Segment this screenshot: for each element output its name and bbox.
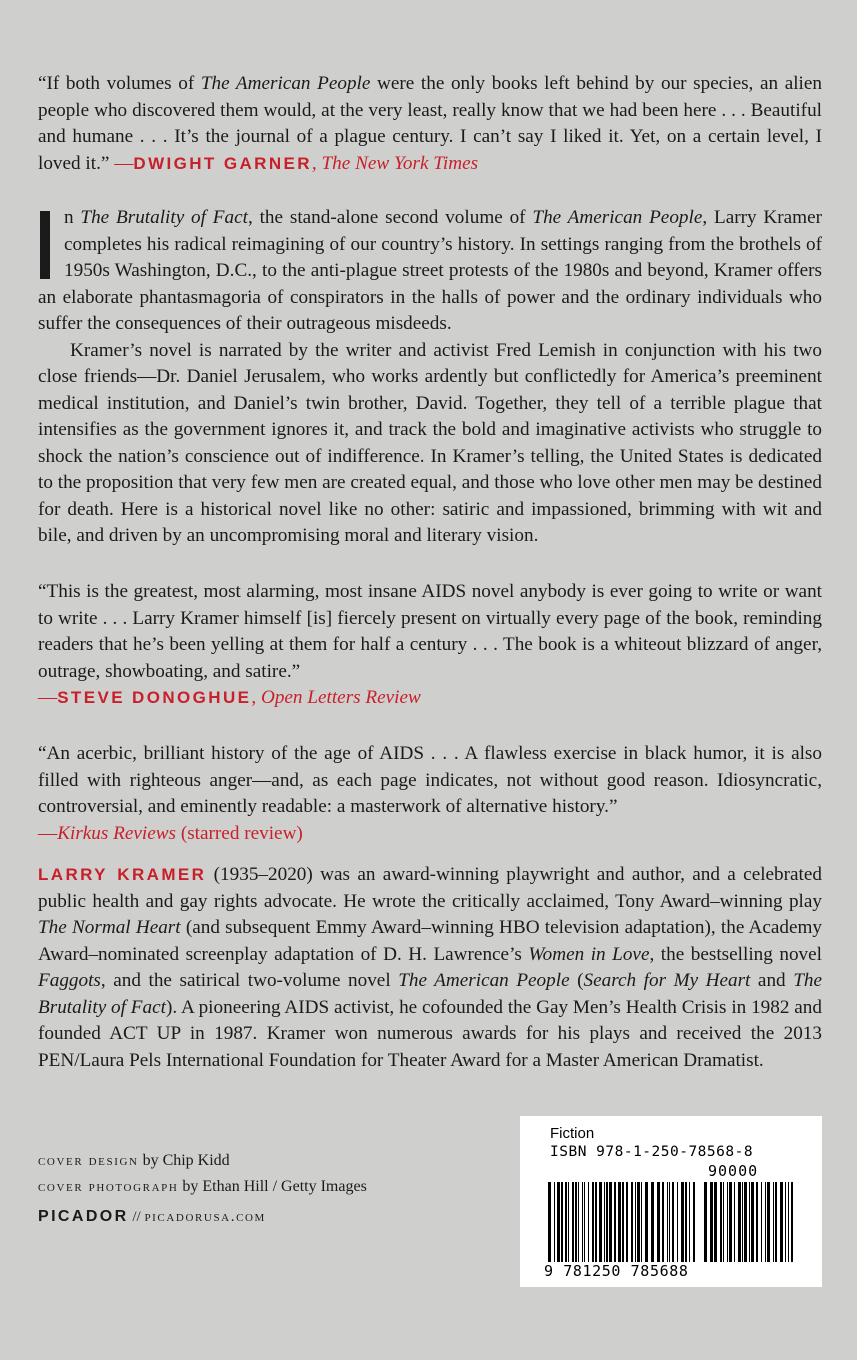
quote-kirkus	[38, 741, 822, 847]
barcode-bar	[604, 1182, 605, 1262]
bio-title-normal-heart: The Normal Heart	[38, 917, 181, 938]
barcode-bar	[609, 1182, 612, 1262]
cover-photo-name: by Ethan Hill / Getty Images	[178, 1178, 367, 1195]
barcode-bar	[788, 1182, 789, 1262]
desc-p1-c: , Larry Kramer completes his radical reimagining of our country’s history. In settings ranging from the brothels of 1950s Washington, D.C., to the anti-plague street protests of the 1980s and beyond, Kramer offers an elaborate phantasmagoria of conspirators in the halls of power and the ordinary individuals who suffer the consequences of their outrageous misdeeds.	[38, 207, 823, 334]
barcode-bar	[561, 1182, 563, 1262]
bio-text-d: , and the satirical two-volume novel	[100, 970, 399, 991]
desc-p1-b: , the stand-alone second volume of	[247, 207, 533, 228]
barcode-bar	[584, 1182, 585, 1262]
barcode-bar	[595, 1182, 597, 1262]
barcode-bar	[727, 1182, 728, 1262]
quote3-attribution	[38, 821, 822, 848]
publisher-separator: //	[128, 1209, 145, 1225]
barcode-bar	[635, 1182, 636, 1262]
barcode-category: Fiction	[550, 1125, 595, 1142]
cover-design-credit	[38, 1148, 498, 1174]
bio-title-faggots: Faggots	[38, 970, 101, 991]
quote3-source: Kirkus Reviews	[57, 822, 177, 844]
quote3-dash: —	[38, 822, 58, 844]
barcode-bar	[681, 1182, 684, 1262]
barcode-bar	[575, 1182, 577, 1262]
publisher-url: picadorusa.com	[144, 1209, 266, 1225]
barcode-bar	[657, 1182, 660, 1262]
bio-title-search-for-my-heart: Search for My Heart	[583, 970, 751, 991]
barcode-bar	[744, 1182, 747, 1262]
barcode-bar	[742, 1182, 743, 1262]
cover-design-label: cover design	[38, 1153, 139, 1169]
cover-credits	[38, 1148, 498, 1200]
barcode-bar	[592, 1182, 594, 1262]
quote2-attribution	[38, 685, 822, 712]
barcode-bar	[631, 1182, 633, 1262]
barcode-bar	[622, 1182, 624, 1262]
drop-cap-i	[40, 211, 50, 279]
barcode-bar	[637, 1182, 640, 1262]
barcode-bar	[572, 1182, 574, 1262]
barcode-bar	[588, 1182, 589, 1262]
barcode-bar	[565, 1182, 567, 1262]
barcode-bar	[599, 1182, 602, 1262]
desc-p1-a: n	[64, 207, 81, 228]
barcode-bar	[618, 1182, 621, 1262]
barcode-bar	[791, 1182, 793, 1262]
barcode-bar	[723, 1182, 724, 1262]
cover-photo-credit	[38, 1174, 498, 1200]
barcode-bar	[554, 1182, 555, 1262]
barcode-bar	[756, 1182, 758, 1262]
picador-logo: PICADOR	[38, 1208, 129, 1225]
bio-text-g: ). A pioneering AIDS activist, he cofounded the Gay Men’s Health Crisis in 1982 and founded ACT UP in 1987. Kramer won numerous awards for his plays and received the 2013 PEN/Laura Pels International Foundation for Theater Award for a Master American Dramatist.	[38, 996, 822, 1071]
quote2-text: “This is the greatest, most alarming, most insane AIDS novel anybody is ever going to write or want to write . . . Larry Kramer himself [is] fiercely present on virtually every page of the book, reminding readers that he’s been yelling at them for half a century . . . The book is a whiteout blizzard of anger, outrage, showboating, and satire.”	[38, 581, 822, 682]
barcode-bar	[689, 1182, 690, 1262]
barcode-bar	[729, 1182, 732, 1262]
quote1-text: were the only books left behind by our species, an alien people who discovered them would, at the very least, really know that we had been here . . . Beautiful and humane . . . It’s the journal of a plague century. I can’t say I liked it. Yet, on a certain level, I loved it.”	[38, 73, 822, 174]
quote2-author: STEVE DONOGHUE	[57, 688, 252, 707]
barcode-bar	[672, 1182, 674, 1262]
desc-title-american-people: The American People	[532, 207, 703, 228]
bio-author-name: LARRY KRAMER	[38, 865, 207, 884]
bio-title-women-in-love: Women in Love	[528, 943, 650, 965]
cover-photo-label: cover photograph	[38, 1179, 179, 1195]
bio-text-f: and	[750, 970, 794, 991]
barcode-bar	[749, 1182, 750, 1262]
quote3-text: “An acerbic, brilliant history of the age of AIDS . . . A flawless exercise in black humor, it is also filled with righteous anger—and, as each page indicates, not without good reason. Idiosyncratic, controversial, and eminently readable: a masterwork of alternative history.”	[38, 743, 822, 817]
barcode-price-code: 90000	[708, 1162, 759, 1180]
desc-title-brutality: The Brutality of Fact	[80, 207, 248, 228]
barcode-bar	[734, 1182, 735, 1262]
barcode-bar	[641, 1182, 642, 1262]
bio-text-c: , the bestselling novel	[649, 943, 822, 965]
quote1-dash: —	[109, 152, 134, 174]
barcode-bar	[645, 1182, 648, 1262]
barcode-bar	[557, 1182, 560, 1262]
quote3-note: (starred review)	[176, 822, 303, 844]
barcode-isbn: ISBN 978-1-250-78568-8	[550, 1144, 754, 1160]
barcode-bar	[669, 1182, 670, 1262]
barcode-bar	[667, 1182, 668, 1262]
barcode-bar	[626, 1182, 628, 1262]
quote-steve-donoghue	[38, 579, 822, 712]
ean-barcode-bars	[548, 1182, 698, 1262]
barcode-bar	[677, 1182, 678, 1262]
quote1-book-title: The American People	[200, 73, 371, 94]
price-barcode-bars	[704, 1182, 794, 1262]
bio-text-a: (1935–2020) was an award-winning playwright and author, and a celebrated public health and gay rights advocate. He wrote the critically acclaimed, Tony Award–winning play	[38, 864, 822, 912]
barcode-bar	[714, 1182, 717, 1262]
bio-title-american-people: The American People	[398, 970, 570, 991]
quote2-separator: ,	[251, 687, 261, 708]
barcode-bar	[751, 1182, 754, 1262]
barcode-bar	[568, 1182, 569, 1262]
barcode-bar	[785, 1182, 786, 1262]
barcode-bar	[693, 1182, 695, 1262]
barcode-bar	[710, 1182, 713, 1262]
bio-text-e: (	[569, 970, 584, 991]
barcode-bar	[614, 1182, 616, 1262]
quote2-source: Open Letters Review	[260, 687, 421, 708]
quote1-separator: ,	[311, 152, 322, 174]
bio-title-brutality-of-fact: The Brutality of Fact	[38, 970, 822, 1018]
bio-text-b: (and subsequent Emmy Award–winning HBO television adaptation), the Academy Award–nominated screenplay adaptation of D. H. Lawrence’s	[38, 917, 822, 965]
author-bio	[38, 862, 822, 1074]
barcode-bar	[780, 1182, 783, 1262]
cover-design-name: by Chip Kidd	[138, 1152, 230, 1169]
barcode-bar	[738, 1182, 741, 1262]
barcode-bar	[548, 1182, 551, 1262]
barcode-bar	[651, 1182, 654, 1262]
barcode-bar	[582, 1182, 583, 1262]
description-paragraph-2: Kramer’s novel is narrated by the writer and activist Fred Lemish in conjunction with his two close friends—Dr. Daniel Jerusalem, who works ardently but conflictedly for America’s preeminent medical institution, and Daniel’s twin brother, David. Together, they tell of a terrible plague that intensifies as the government ignores it, and track the bold and imaginative activists who struggle to shock the nation’s conscience out of indifference. In Kramer’s telling, the United States is dedicated to the proposition that very few men are created equal, and those who love other men may be destined for death. Here is a historical novel like no other: satiric and impassioned, brimming with wit and bile, and driven by an uncompromising moral and literary vision.	[38, 339, 822, 546]
barcode-bar	[765, 1182, 766, 1262]
quote2-dash: —	[38, 687, 58, 708]
quote-dwight-garner	[38, 71, 822, 177]
barcode-bar	[685, 1182, 687, 1262]
quote1-source: The New York Times	[321, 152, 479, 174]
book-description	[38, 205, 822, 550]
barcode-panel	[520, 1116, 822, 1287]
barcode-bar	[662, 1182, 664, 1262]
description-paragraph-1	[38, 205, 822, 338]
barcode-ean-number: 9 781250 785688	[544, 1262, 689, 1280]
quote1-text-start: “If both volumes of	[38, 73, 201, 94]
barcode-bar	[720, 1182, 722, 1262]
barcode-bar	[775, 1182, 777, 1262]
barcode-bar	[578, 1182, 579, 1262]
quote1-author: DWIGHT GARNER	[133, 153, 312, 173]
barcode-bar	[767, 1182, 770, 1262]
barcode-bar	[761, 1182, 762, 1262]
barcode-bar	[606, 1182, 608, 1262]
barcode-bar	[704, 1182, 707, 1262]
barcode-bar	[773, 1182, 774, 1262]
publisher-line	[38, 1208, 266, 1226]
